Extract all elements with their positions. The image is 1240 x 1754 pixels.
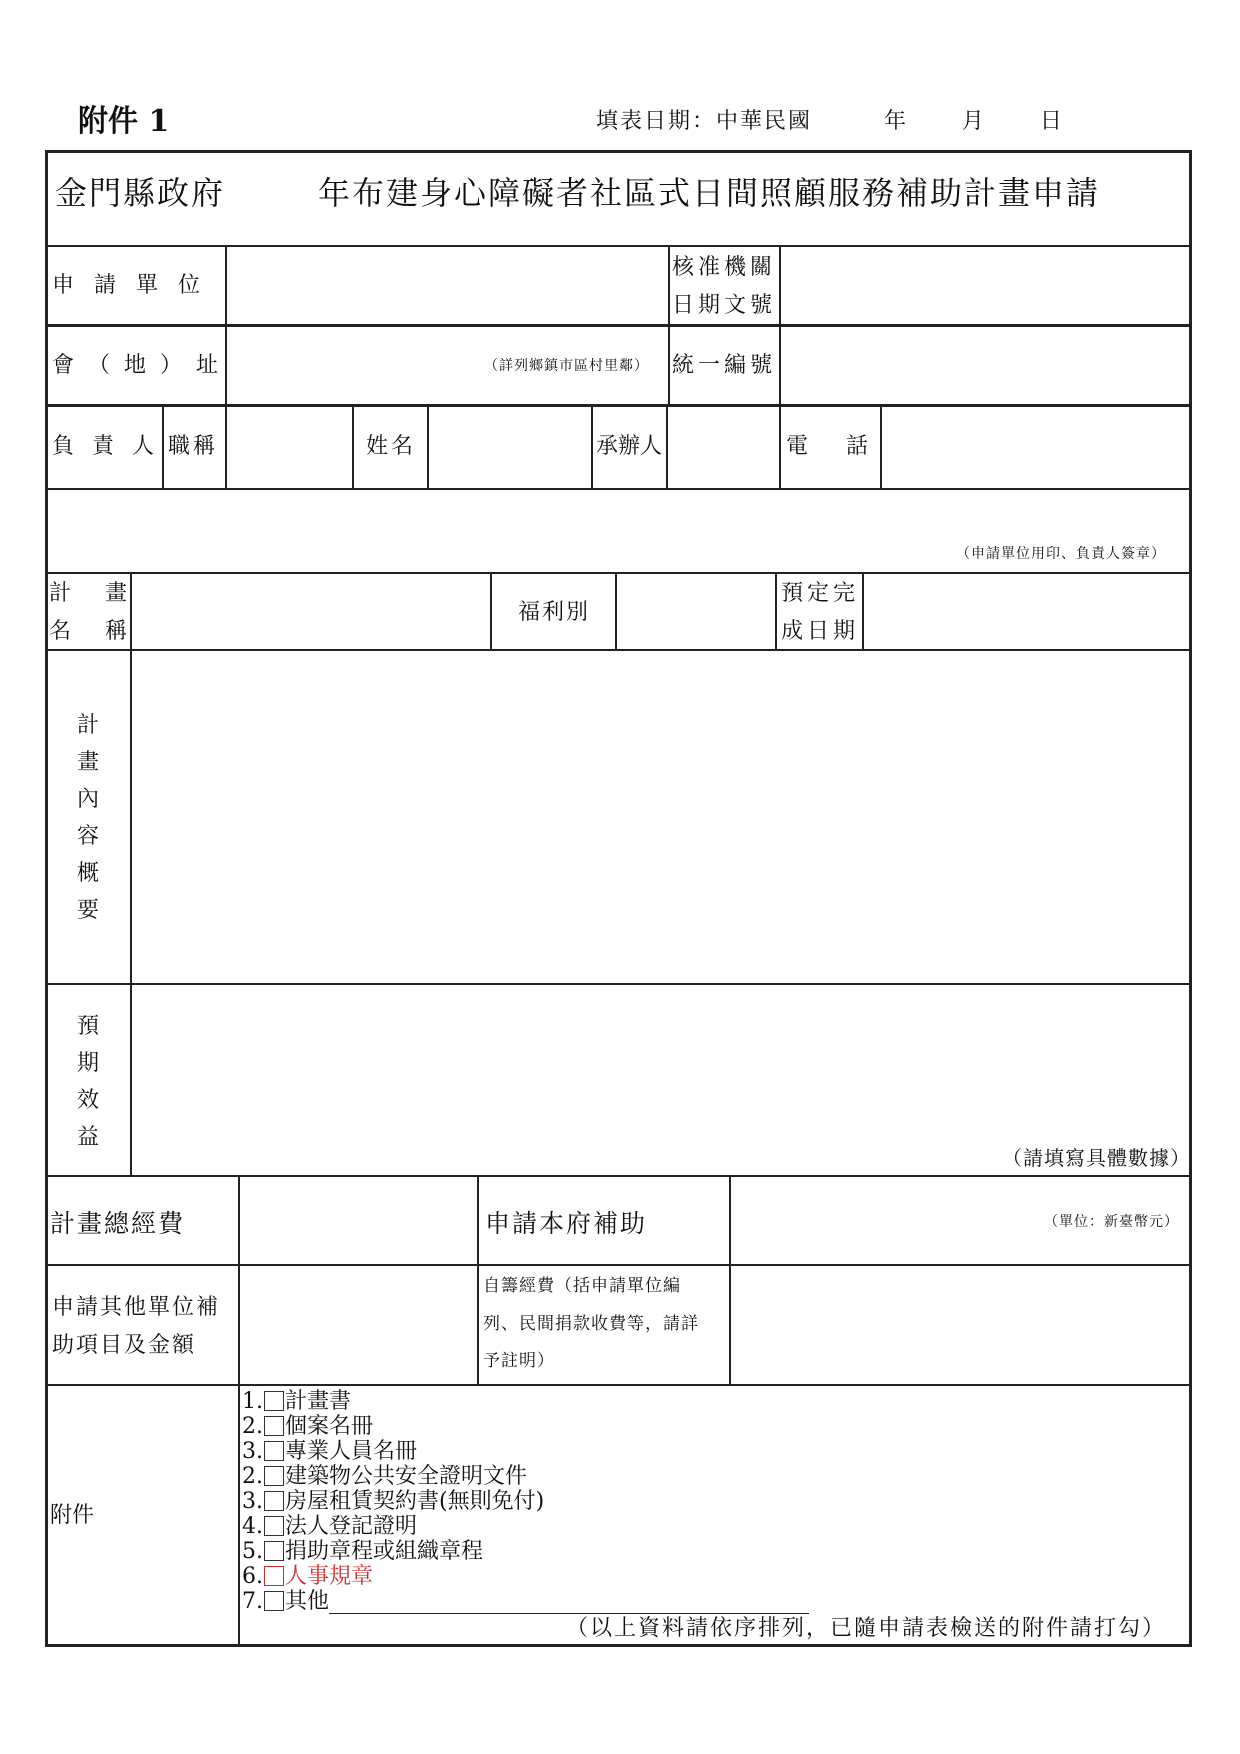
other-subsidy-label-1: 申請其他單位補 (52, 1295, 221, 1320)
form-title: 年布建身心障礙者社區式日間照顧服務補助計畫申請 (318, 174, 1101, 212)
attachment-item: 3. 房屋租賃契約書(無則免付) (242, 1489, 545, 1514)
benefit-note: （請填寫具體數據） (1002, 1146, 1191, 1170)
checkbox[interactable] (264, 1491, 284, 1511)
checkbox[interactable] (264, 1591, 284, 1611)
attachments-note: （以上資料請依序排列，已隨申請表檢送的附件請打勾） (566, 1616, 1167, 1641)
subsidy-request-label: 申請本府補助 (485, 1209, 648, 1238)
name-label: 姓名 (366, 434, 417, 459)
checkbox[interactable] (264, 1416, 284, 1436)
phone-label: 電話 (786, 434, 907, 459)
self-fund-label-3: 予註明） (483, 1351, 555, 1371)
approval-date-label: 日期文號 (672, 293, 777, 318)
checkbox[interactable] (264, 1391, 284, 1411)
attachment-number-label: 附件 1 (78, 104, 170, 139)
expected-benefit-label: 預期效益 (76, 1014, 99, 1150)
plan-content-label: 計畫內容概要 (76, 713, 99, 923)
self-fund-label-1: 自籌經費（括申請單位編 (483, 1276, 681, 1296)
checkbox[interactable] (264, 1516, 284, 1536)
attachment-item: 4. 法人登記證明 (242, 1514, 418, 1539)
attachments-label: 附件 (50, 1503, 95, 1528)
frame-top (45, 150, 1192, 153)
attachment-list (242, 1389, 809, 1614)
approval-agency-label: 核准機關 (672, 255, 777, 280)
frame-left (45, 150, 48, 1647)
attachment-item: 3. 專業人員名冊 (242, 1439, 418, 1464)
attachment-item: 2. 建築物公共安全證明文件 (242, 1464, 528, 1489)
attachment-item: 7. 其他 (242, 1589, 809, 1614)
other-subsidy-label-2: 助項目及金額 (52, 1333, 197, 1358)
attachment-item: 2. 個案名冊 (242, 1414, 374, 1439)
completion-date-label-1: 預定完 (781, 581, 860, 606)
unit-note: （單位：新臺幣元） (1044, 1214, 1179, 1230)
address-label: 會（地）址 (52, 353, 233, 378)
job-title-label: 職稱 (168, 434, 219, 459)
welfare-type-label: 福利別 (518, 600, 591, 625)
total-budget-label: 計畫總經費 (50, 1209, 186, 1238)
attachment-item: 6. 人事規章 (242, 1564, 374, 1589)
handler-label: 承辦人 (596, 434, 663, 459)
attachment-item: 5. 捐助章程或組織章程 (242, 1539, 484, 1564)
form-title-agency: 金門縣政府 (55, 174, 226, 212)
fill-date-label: 填表日期：中華民國 年 月 日 (596, 109, 1064, 134)
checkbox[interactable] (264, 1566, 284, 1586)
unified-number-label: 統一編號 (672, 353, 777, 378)
seal-note: （申請單位用印、負責人簽章） (956, 546, 1166, 562)
other-input-line[interactable] (329, 1595, 809, 1614)
frame-bottom (45, 1644, 1192, 1647)
attachment-item: 1. 計畫書 (242, 1389, 352, 1414)
checkbox[interactable] (264, 1466, 284, 1486)
applicant-unit-label: 申請單位 (52, 273, 221, 298)
checkbox[interactable] (264, 1541, 284, 1561)
checkbox[interactable] (264, 1441, 284, 1461)
address-note: （詳列鄉鎮市區村里鄰） (484, 358, 649, 374)
frame-right (1189, 150, 1192, 1647)
plan-name-label-1: 計畫 (49, 581, 162, 606)
self-fund-label-2: 列、民間捐款收費等，請詳 (483, 1314, 699, 1334)
plan-name-label-2: 名稱 (49, 619, 162, 644)
responsible-person-label: 負責人 (52, 434, 173, 459)
completion-date-label-2: 成日期 (781, 619, 860, 644)
